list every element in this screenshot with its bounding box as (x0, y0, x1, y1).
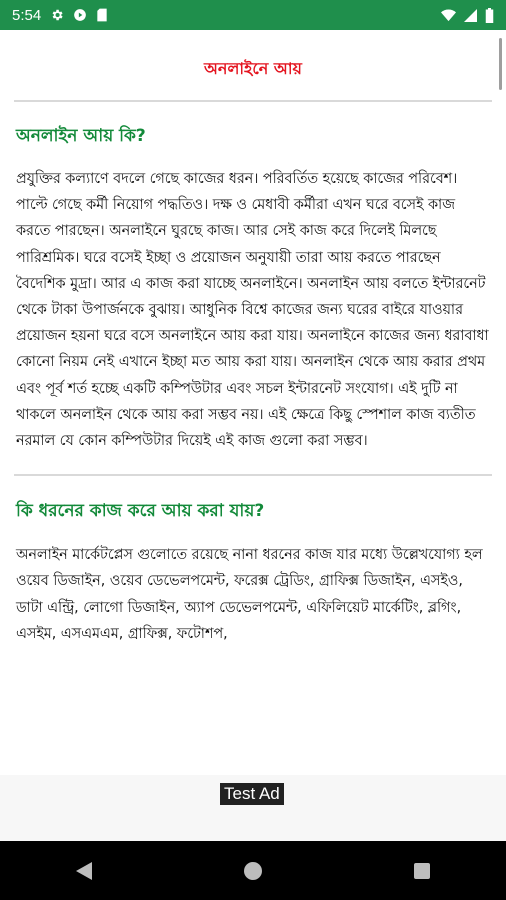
status-bar (0, 0, 506, 30)
navigation-bar (0, 841, 506, 900)
sd-card-icon (96, 8, 108, 22)
ad-label[interactable]: Test Ad (220, 783, 284, 805)
section-body: অনলাইন মার্কেটপ্লেস গুলোতে রয়েছে নানা ধরনের কাজ যার মধ্যে উল্লেখযোগ্য হল ওয়েব ডিজাইন, ওয়েব ডেভেলপমেন্ট, ফরেক্স ট্রেডিং, গ্রাফিক্স ডিজাইন, এসইও, ডাটা এন্ট্রি, লোগো ডিজাইন, অ্যাপ ডেভেলপমেন্ট, এফিলিয়েট মার্কেটিং, ব্লগিং, এসইম, এসএমএম, গ্রাফিক্স, ফটোশপ, (16, 547, 483, 642)
ad-banner[interactable] (0, 775, 506, 841)
play-protect-icon (73, 8, 87, 22)
wifi-icon (441, 9, 456, 22)
section-heading: অনলাইন আয় কি? (16, 126, 146, 146)
home-icon[interactable] (233, 851, 273, 891)
page-title: অনলাইনে আয় (204, 59, 302, 78)
signal-icon (464, 9, 477, 22)
recents-icon[interactable] (402, 851, 442, 891)
back-icon[interactable] (64, 851, 104, 891)
battery-icon (485, 8, 494, 23)
gear-icon (50, 8, 64, 22)
status-time: 5:54 (12, 6, 42, 24)
status-left (12, 7, 108, 24)
scrollbar[interactable] (499, 38, 502, 90)
status-right (441, 8, 494, 23)
article-view[interactable] (0, 30, 506, 775)
section-body: প্রযুক্তির কল্যাণে বদলে গেছে কাজের ধরন। পরিবর্তিত হয়েছে কাজের পরিবেশ। পাল্টে গেছে কর্মী নিয়োগ পদ্ধতিও। দক্ষ ও মেধাবী কর্মীরা এখন ঘরে বসেই কাজ করতে পারছেন। অনলাইনে ঘুরছে কাজ। আর সেই কাজ করে দিলেই মিলছে পারিশ্রমিক। ঘরে বসেই ইচ্ছা ও প্রয়োজন অনুযায়ী তারা আয় করতে পারছেন বৈদেশিক মুদ্রা। আর এ কাজ করা যাচ্ছে অনলাইনে। অনলাইন আয় বলতে ইন্টারনেট থেকে টাকা উপার্জনকে বুঝায়। আধুনিক বিশ্বে কাজের জন্য ঘরের বাইরে যাওয়ার প্রয়োজন হয়না ঘরে বসে অনলাইনে আয় করা যায়। অনলাইনে কাজের জন্য ধরাবাধা কোনো নিয়ম নেই এখানে ইচ্ছা মত আয় করা যায়। অনলাইন থেকে আয় করার প্রথম এবং পূর্ব শর্ত হচ্ছে একটি কম্পিউটার এবং সচল ইন্টারনেট সংযোগ। এই দুটি না থাকলে অনলাইন থেকে আয় করা সম্ভব নয়। এই ক্ষেত্রে কিছু স্পেশাল কাজ ব্যতীত নরমাল যে কোন কম্পিউটার দিয়েই এই কাজ গুলো করা সম্ভব। (16, 171, 489, 450)
section-heading: কি ধরনের কাজ করে আয় করা যায়? (16, 501, 265, 522)
